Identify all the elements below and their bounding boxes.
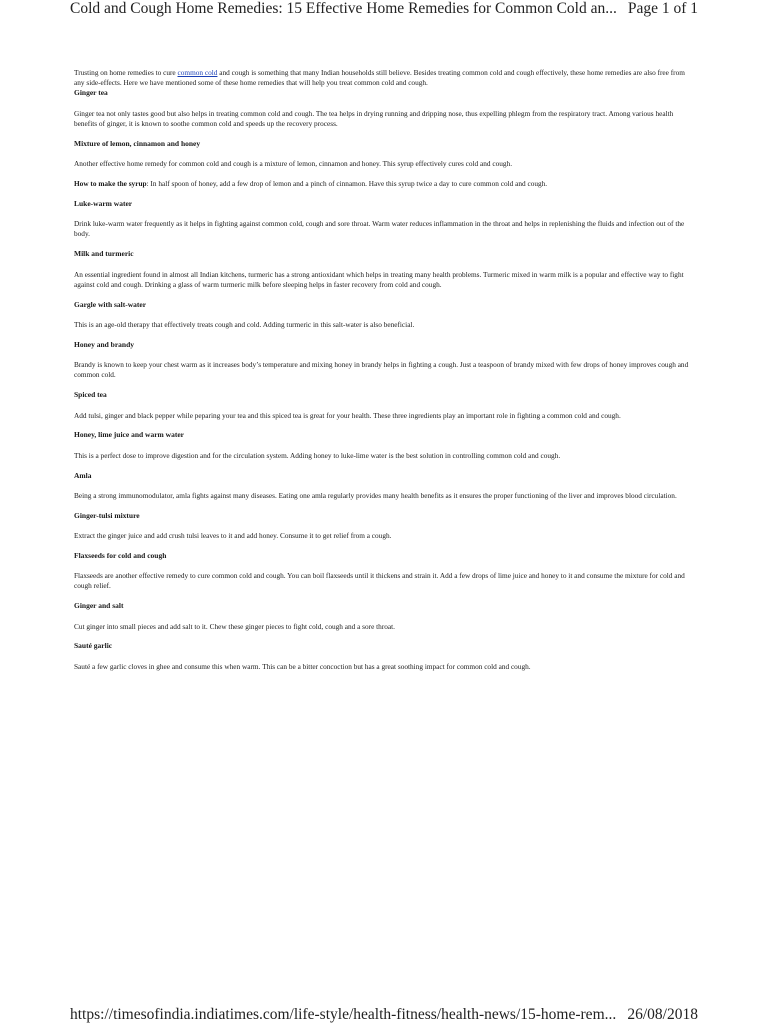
section-heading: Amla	[74, 470, 92, 480]
section-heading: Luke-warm water	[74, 198, 133, 208]
intro-paragraph	[74, 68, 696, 88]
intro-text-start: Trusting on home remedies to cure	[74, 68, 178, 77]
section-body: Flaxseeds are another effective remedy to cure common cold and cough. You can boil flaxseeds until it thickens and strain it. Add a few drops of lime juice and honey to it and consume the mixture for cold and cough relief.	[74, 571, 685, 591]
section-heading: Gargle with salt-water	[74, 299, 147, 309]
section-body: Cut ginger into small pieces and add salt to it. Chew these ginger pieces to fight cold, cough and a sore throat.	[74, 621, 395, 631]
section-body: Being a strong immunomodulator, amla fights against many diseases. Eating one amla regularly provides many health benefits as it ensures the proper functioning of the liver and improves blood circulation.	[74, 490, 677, 500]
common-cold-link[interactable]: common cold	[177, 68, 218, 77]
section-body: Add tulsi, ginger and black pepper while peparing your tea and this spiced tea is great for your health. These three ingredients play an important role in fighting a common cold and cough.	[74, 410, 621, 420]
source-url: https://timesofindia.indiatimes.com/life-style/health-fitness/health-news/15-home-rem...	[70, 1006, 617, 1023]
page-number: Page 1 of 1	[627, 0, 698, 17]
article-body	[74, 68, 696, 682]
section-heading: Ginger-tulsi mixture	[74, 510, 140, 520]
section-body: This is a perfect dose to improve digestion and for the circulation system. Adding honey to luke-lime water is the best solution in controlling common cold and cough.	[74, 450, 561, 460]
syrup-label: How to make the syrup	[74, 178, 147, 188]
section-body: Brandy is known to keep your chest warm as it increases body’s temperature and mixing honey in brandy helps in fighting a cough. Just a teaspoon of brandy mixed with few drops of honey improves cough and common cold.	[74, 360, 689, 380]
section-body: Sauté a few garlic cloves in ghee and consume this when warm. This can be a bitter concoction but has a great soothing impact for common cold and cough.	[74, 661, 531, 671]
document-title: Cold and Cough Home Remedies: 15 Effective Home Remedies for Common Cold an...	[70, 0, 617, 17]
intro-text-end: and cough is something that many Indian households still believe. Besides treating common cold and cough effectively, these home remedies are also free from any side-effects. Here we have mentioned some of these home remedies that will help you treat common cold and cough.	[74, 68, 685, 88]
print-footer	[70, 1006, 698, 1024]
section-heading: Milk and turmeric	[74, 249, 134, 259]
syrup-text: : In half spoon of honey, add a few drop of lemon and a pinch of cinnamon. Have this syrup twice a day to cure common cold and cough.	[146, 178, 548, 188]
section-heading: Honey, lime juice and warm water	[74, 430, 184, 440]
print-date: 26/08/2018	[627, 1006, 698, 1023]
section-body: Extract the ginger juice and add crush tulsi leaves to it and add honey. Consume it to get relief from a cough.	[74, 531, 392, 541]
print-header	[70, 0, 698, 20]
section-heading: Mixture of lemon, cinnamon and honey	[74, 138, 201, 148]
section-heading: Ginger and salt	[74, 601, 124, 611]
section-heading: Spiced tea	[74, 390, 107, 400]
syrup-paragraph	[74, 179, 696, 189]
section-body: An essential ingredient found in almost all Indian kitchens, turmeric has a strong antioxidant which helps in treating many health problems. Turmeric mixed in warm milk is a popular and effective way to fight against cold and cough. Drinking a glass of warm turmeric milk before sleeping helps in faster recovery from cold and cough.	[74, 269, 684, 289]
section-body: This is an age-old therapy that effectively treats cough and cold. Adding turmeric in this salt-water is also beneficial.	[74, 319, 415, 329]
section-body: Another effective home remedy for common cold and cough is a mixture of lemon, cinnamon and honey. This syrup effectively cures cold and cough.	[74, 159, 513, 169]
section-heading: Sauté garlic	[74, 641, 113, 651]
section-body: Drink luke-warm water frequently as it helps in fighting against common cold, cough and sore throat. Warm water reduces inflammation in the throat and helps in replenishing the fluids and infection out of the body.	[74, 219, 685, 239]
section-body: Ginger tea not only tastes good but also helps in treating common cold and cough. The tea helps in drying running and dripping nose, thus expelling phlegm from the respiratory tract. Among various health benefits of ginger, it is known to soothe common cold and speeds up the recovery process.	[74, 108, 674, 128]
section-heading: Flaxseeds for cold and cough	[74, 550, 167, 560]
section-heading: Honey and brandy	[74, 339, 135, 349]
section-heading: Ginger tea	[74, 88, 108, 98]
